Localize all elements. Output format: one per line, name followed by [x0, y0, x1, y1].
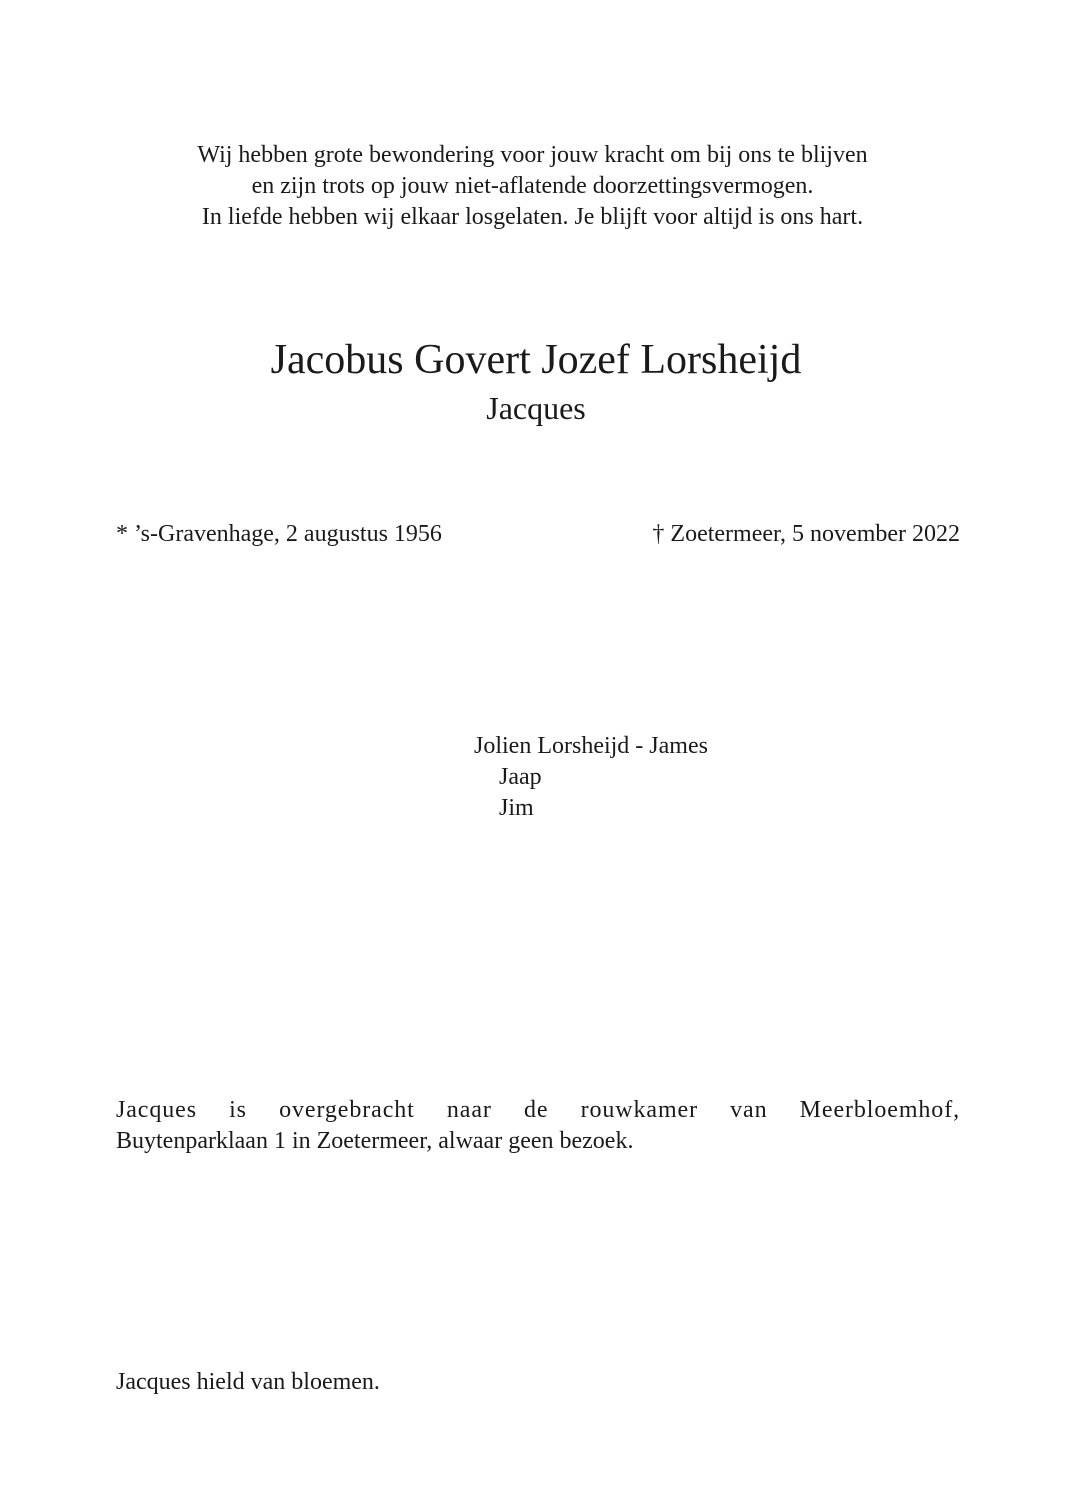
death-date: † Zoetermeer, 5 november 2022 [652, 521, 960, 547]
spouse-name: Jolien Lorsheijd - James [474, 733, 708, 759]
quote-line: In liefde hebben wij elkaar losgelaten. Je blijft voor altijd is ons hart. [201, 204, 864, 230]
funeral-notice [116, 1095, 960, 1157]
deceased-call-name: Jacques [486, 390, 586, 426]
child-name: Jim [499, 795, 534, 821]
memorial-quote [0, 140, 1065, 233]
deceased-name-block [0, 334, 1065, 430]
notice-line: Buytenparklaan 1 in Zoetermeer, alwaar geen bezoek. [116, 1128, 634, 1154]
notice-line: Jacques is overgebracht naar de rouwkamer van Meerbloemhof, [116, 1097, 960, 1123]
deceased-full-name: Jacobus Govert Jozef Lorsheijd [270, 337, 802, 383]
closing-remark: Jacques hield van bloemen. [116, 1369, 380, 1395]
family-list [474, 731, 708, 824]
child-name: Jaap [499, 764, 542, 790]
quote-line: Wij hebben grote bewondering voor jouw kracht om bij ons te blijven [197, 142, 868, 168]
quote-line: en zijn trots op jouw niet-aflatende doorzettingsvermogen. [251, 173, 814, 199]
life-dates [116, 518, 960, 552]
birth-date: * ’s-Gravenhage, 2 augustus 1956 [116, 521, 442, 547]
